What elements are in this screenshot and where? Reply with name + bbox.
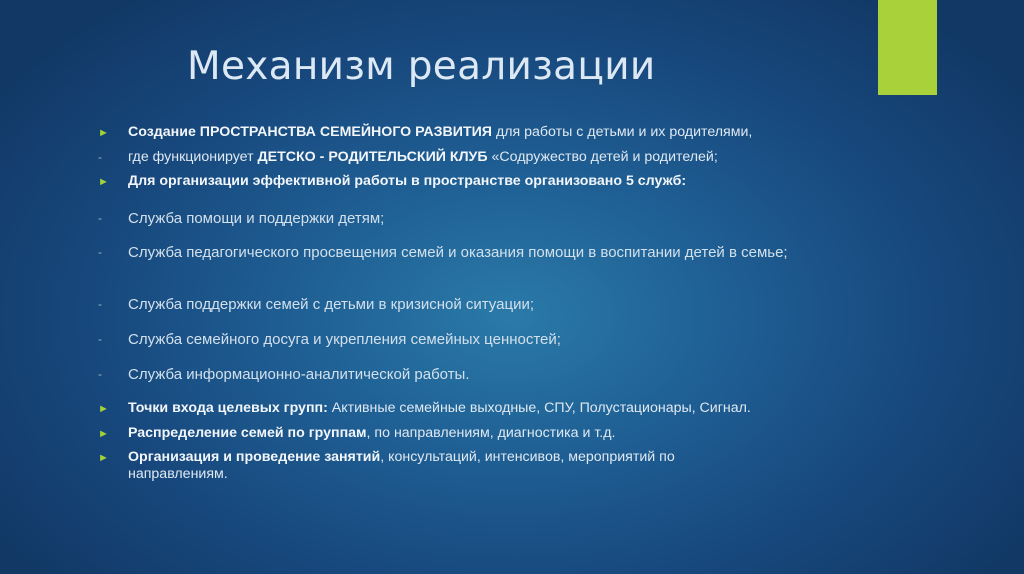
list-item-service — [98, 244, 798, 261]
bullet-dash-icon: - — [98, 150, 102, 164]
item-bold-text: Точки входа целевых групп: — [128, 400, 328, 416]
list-item-service — [98, 366, 838, 383]
item-bold-text: Для организации эффективной работы в пространстве организовано 5 служб: — [128, 173, 687, 189]
list-item-organization — [98, 449, 738, 483]
bullet-dash-icon: - — [98, 367, 102, 381]
bullet-arrow-icon: ► — [98, 403, 109, 415]
bullet-arrow-icon: ► — [98, 127, 109, 139]
item-text: «Содружество детей и родителей; — [487, 149, 718, 165]
item-text: , консультаций, интенсивов, мероприятий по направлениям. — [128, 449, 675, 482]
service-text: Служба информационно-аналитической работы. — [128, 366, 470, 383]
list-item-club — [98, 149, 838, 166]
accent-bar — [878, 0, 937, 95]
bullet-dash-icon: - — [98, 332, 102, 346]
item-bold-text: Организация и проведение занятий — [128, 449, 381, 465]
item-text: где функционирует — [128, 149, 258, 165]
service-text: Служба семейного досуга и укрепления семейных ценностей; — [128, 331, 561, 348]
service-text: Служба поддержки семей с детьми в кризисной ситуации; — [128, 296, 534, 313]
item-bold-text: Распределение семей по группам — [128, 425, 367, 441]
service-text: Служба педагогического просвещения семей и оказания помощи в воспитании детей в семье; — [128, 244, 788, 261]
bullet-arrow-icon: ► — [98, 428, 109, 440]
bullet-dash-icon: - — [98, 245, 102, 259]
list-item-services-heading — [98, 173, 838, 190]
list-item-service — [98, 296, 838, 313]
list-item-service — [98, 331, 838, 348]
item-text: Активные семейные выходные, СПУ, Полустационары, Сигнал. — [327, 400, 751, 416]
list-item-distribution — [98, 425, 838, 442]
item-text: для работы с детьми и их родителями, — [492, 124, 753, 140]
bullet-dash-icon: - — [98, 297, 102, 311]
bullet-arrow-icon: ► — [98, 452, 109, 464]
list-item-entry-points — [98, 400, 838, 417]
item-bold-text: ДЕТСКО - РОДИТЕЛЬСКИЙ КЛУБ — [257, 149, 488, 165]
bullet-dash-icon: - — [98, 211, 102, 225]
item-bold-text: Создание ПРОСТРАНСТВА СЕМЕЙНОГО РАЗВИТИЯ — [128, 124, 493, 140]
service-text: Служба помощи и поддержки детям; — [128, 210, 385, 227]
item-text: , по направлениям, диагностика и т.д. — [366, 425, 616, 441]
list-item-service — [98, 210, 838, 227]
list-item-space — [98, 124, 838, 141]
bullet-arrow-icon: ► — [98, 176, 109, 188]
slide-title: Механизм реализации — [187, 44, 656, 89]
